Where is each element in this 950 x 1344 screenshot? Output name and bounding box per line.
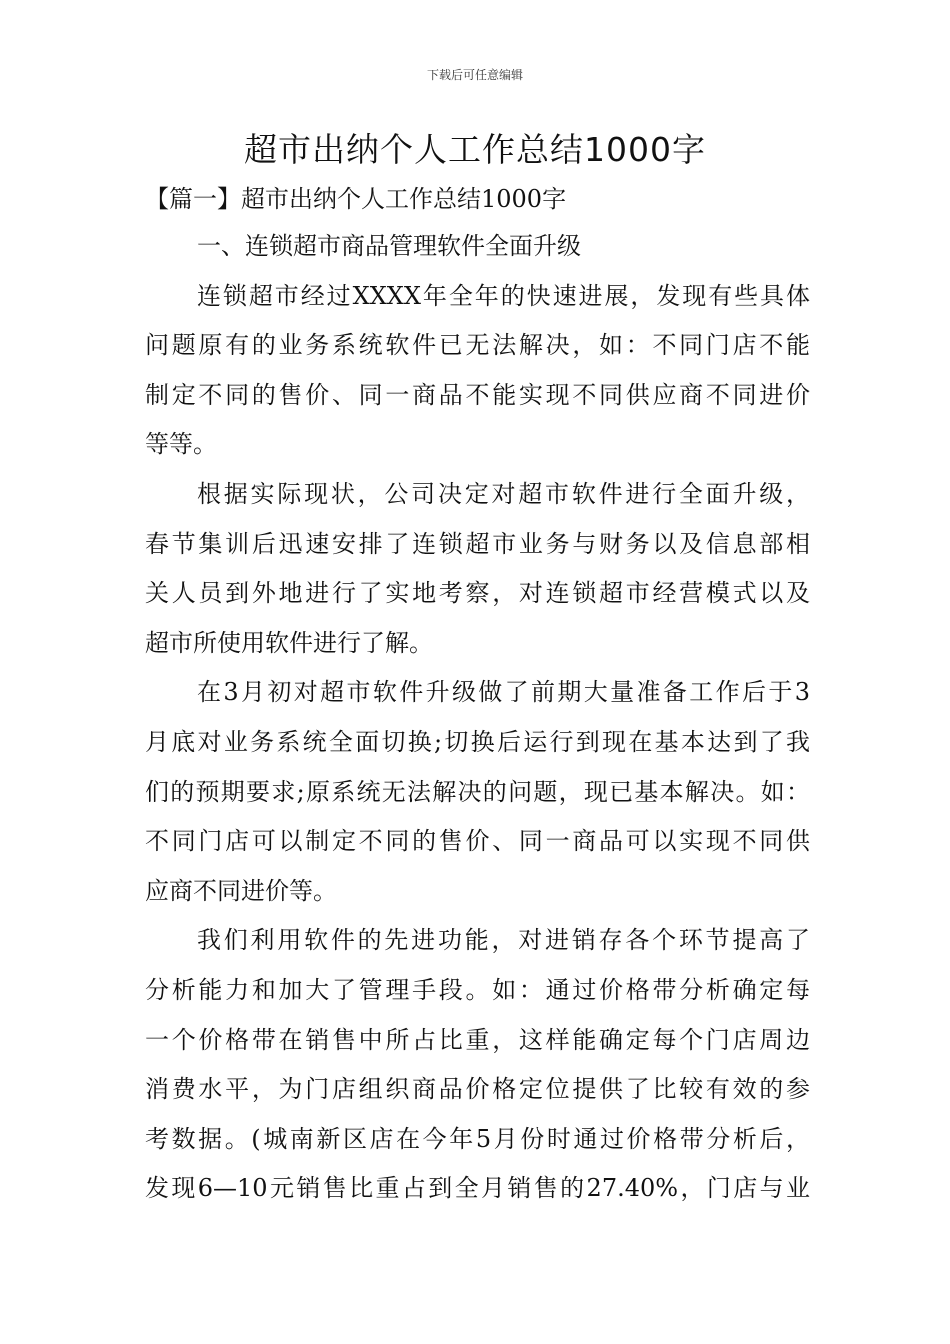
- paragraph-line: 应商不同进价等。: [145, 876, 337, 905]
- paragraph-line: 超市所使用软件进行了解。: [145, 628, 433, 657]
- section-heading: 【篇一】超市出纳个人工作总结1000字: [145, 185, 567, 213]
- paragraph-line: 在3月初对超市软件升级做了前期大量准备工作后于3: [197, 678, 810, 707]
- paragraph-line: 等等。: [145, 430, 217, 459]
- paragraph-line: 连锁超市经过XXXX年全年的快速进展，发现有些具体: [197, 281, 810, 310]
- paragraph-line: 关人员到外地进行了实地考察，对连锁超市经营模式以及: [145, 579, 810, 608]
- paragraph-line: 问题原有的业务系统软件已无法解决，如：不同门店不能: [145, 331, 810, 360]
- paragraph-line: 制定不同的售价、同一商品不能实现不同供应商不同进价: [145, 380, 810, 409]
- paragraph-line: 月底对业务系统全面切换;切换后运行到现在基本达到了我: [145, 727, 810, 756]
- paragraph-line: 春节集训后迅速安排了连锁超市业务与财务以及信息部相: [145, 529, 810, 558]
- paragraph-line: 我们利用软件的先进功能，对进销存各个环节提高了: [197, 926, 810, 955]
- subsection-heading: 一、连锁超市商品管理软件全面升级: [197, 232, 581, 260]
- paragraph-line: 一个价格带在销售中所占比重，这样能确定每个门店周边: [145, 1025, 810, 1054]
- paragraph-line: 消费水平，为门店组织商品价格定位提供了比较有效的参: [145, 1075, 810, 1104]
- paragraph-line: 们的预期要求;原系统无法解决的问题，现已基本解决。如：: [145, 777, 810, 806]
- header-note: 下载后可任意编辑: [426, 68, 523, 82]
- paragraph-line: 分析能力和加大了管理手段。如：通过价格带分析确定每: [145, 975, 810, 1004]
- paragraph-line: 考数据。(城南新区店在今年5月份时通过价格带分析后，: [145, 1124, 810, 1153]
- paragraph-line: 不同门店可以制定不同的售价、同一商品可以实现不同供: [145, 827, 810, 856]
- paragraph-line: 根据实际现状，公司决定对超市软件进行全面升级，: [197, 479, 810, 508]
- paragraph-line: 发现6—10元销售比重占到全月销售的27.40%，门店与业: [145, 1174, 810, 1203]
- document-body: [145, 176, 810, 1214]
- document-title: 超市出纳个人工作总结1000字: [244, 130, 706, 169]
